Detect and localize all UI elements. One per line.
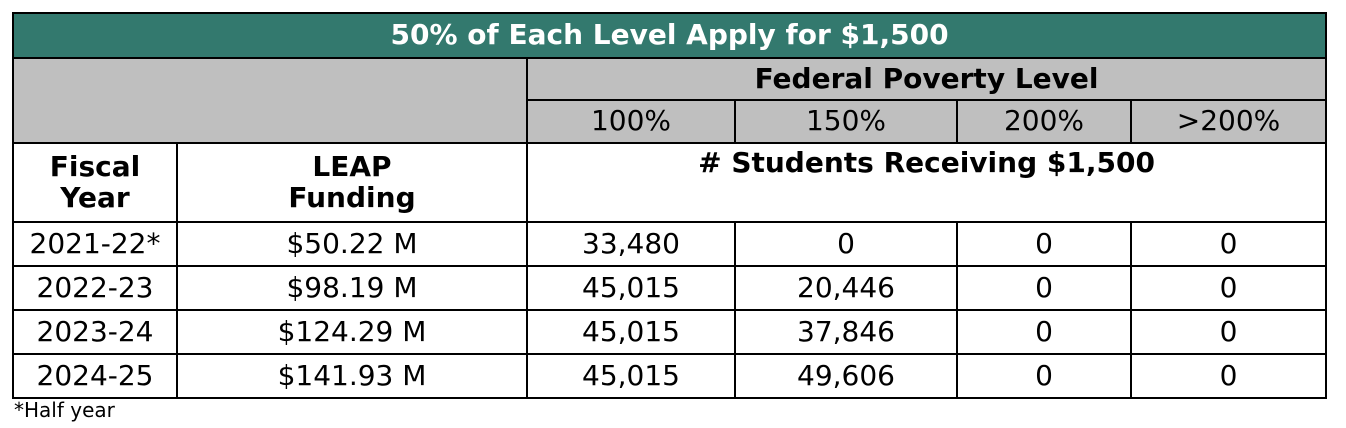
students-150-cell: 37,846 (735, 310, 957, 354)
students-over-200-cell: 0 (1131, 222, 1326, 266)
students-150-cell: 0 (735, 222, 957, 266)
students-200-cell: 0 (957, 266, 1131, 310)
fpl-level-over-200: >200% (1131, 100, 1326, 143)
students-100-cell: 45,015 (527, 266, 735, 310)
fiscal-year-cell: 2024-25 (13, 354, 177, 398)
col-header-fiscal-year: Fiscal Year (13, 143, 177, 222)
funding-cell: $50.22 M (177, 222, 527, 266)
fiscal-year-cell: 2021-22* (13, 222, 177, 266)
table-title: 50% of Each Level Apply for $1,500 (13, 13, 1326, 58)
fiscal-year-cell: 2022-23 (13, 266, 177, 310)
students-over-200-cell: 0 (1131, 266, 1326, 310)
footnote: *Half year (14, 398, 115, 422)
funding-cell: $141.93 M (177, 354, 527, 398)
fpl-level-100: 100% (527, 100, 735, 143)
students-over-200-cell: 0 (1131, 354, 1326, 398)
students-200-cell: 0 (957, 354, 1131, 398)
fpl-level-150: 150% (735, 100, 957, 143)
col-header-students: # Students Receiving $1,500 (527, 143, 1326, 222)
students-150-cell: 49,606 (735, 354, 957, 398)
students-150-cell: 20,446 (735, 266, 957, 310)
fpl-level-200: 200% (957, 100, 1131, 143)
col-header-leap-funding (177, 143, 527, 222)
fiscal-year-cell: 2023-24 (13, 310, 177, 354)
students-200-cell: 0 (957, 222, 1131, 266)
header-blank-cell (13, 58, 527, 143)
students-100-cell: 45,015 (527, 310, 735, 354)
table-row (13, 266, 1326, 310)
fpl-header: Federal Poverty Level (527, 58, 1326, 100)
col-header-leap-funding-text: LEAP Funding (288, 149, 416, 214)
table-row (13, 310, 1326, 354)
students-200-cell: 0 (957, 310, 1131, 354)
students-100-cell: 33,480 (527, 222, 735, 266)
table-row (13, 222, 1326, 266)
funding-cell: $98.19 M (177, 266, 527, 310)
students-over-200-cell: 0 (1131, 310, 1326, 354)
leap-funding-table (12, 12, 1327, 399)
students-100-cell: 45,015 (527, 354, 735, 398)
table-row (13, 354, 1326, 398)
funding-cell: $124.29 M (177, 310, 527, 354)
